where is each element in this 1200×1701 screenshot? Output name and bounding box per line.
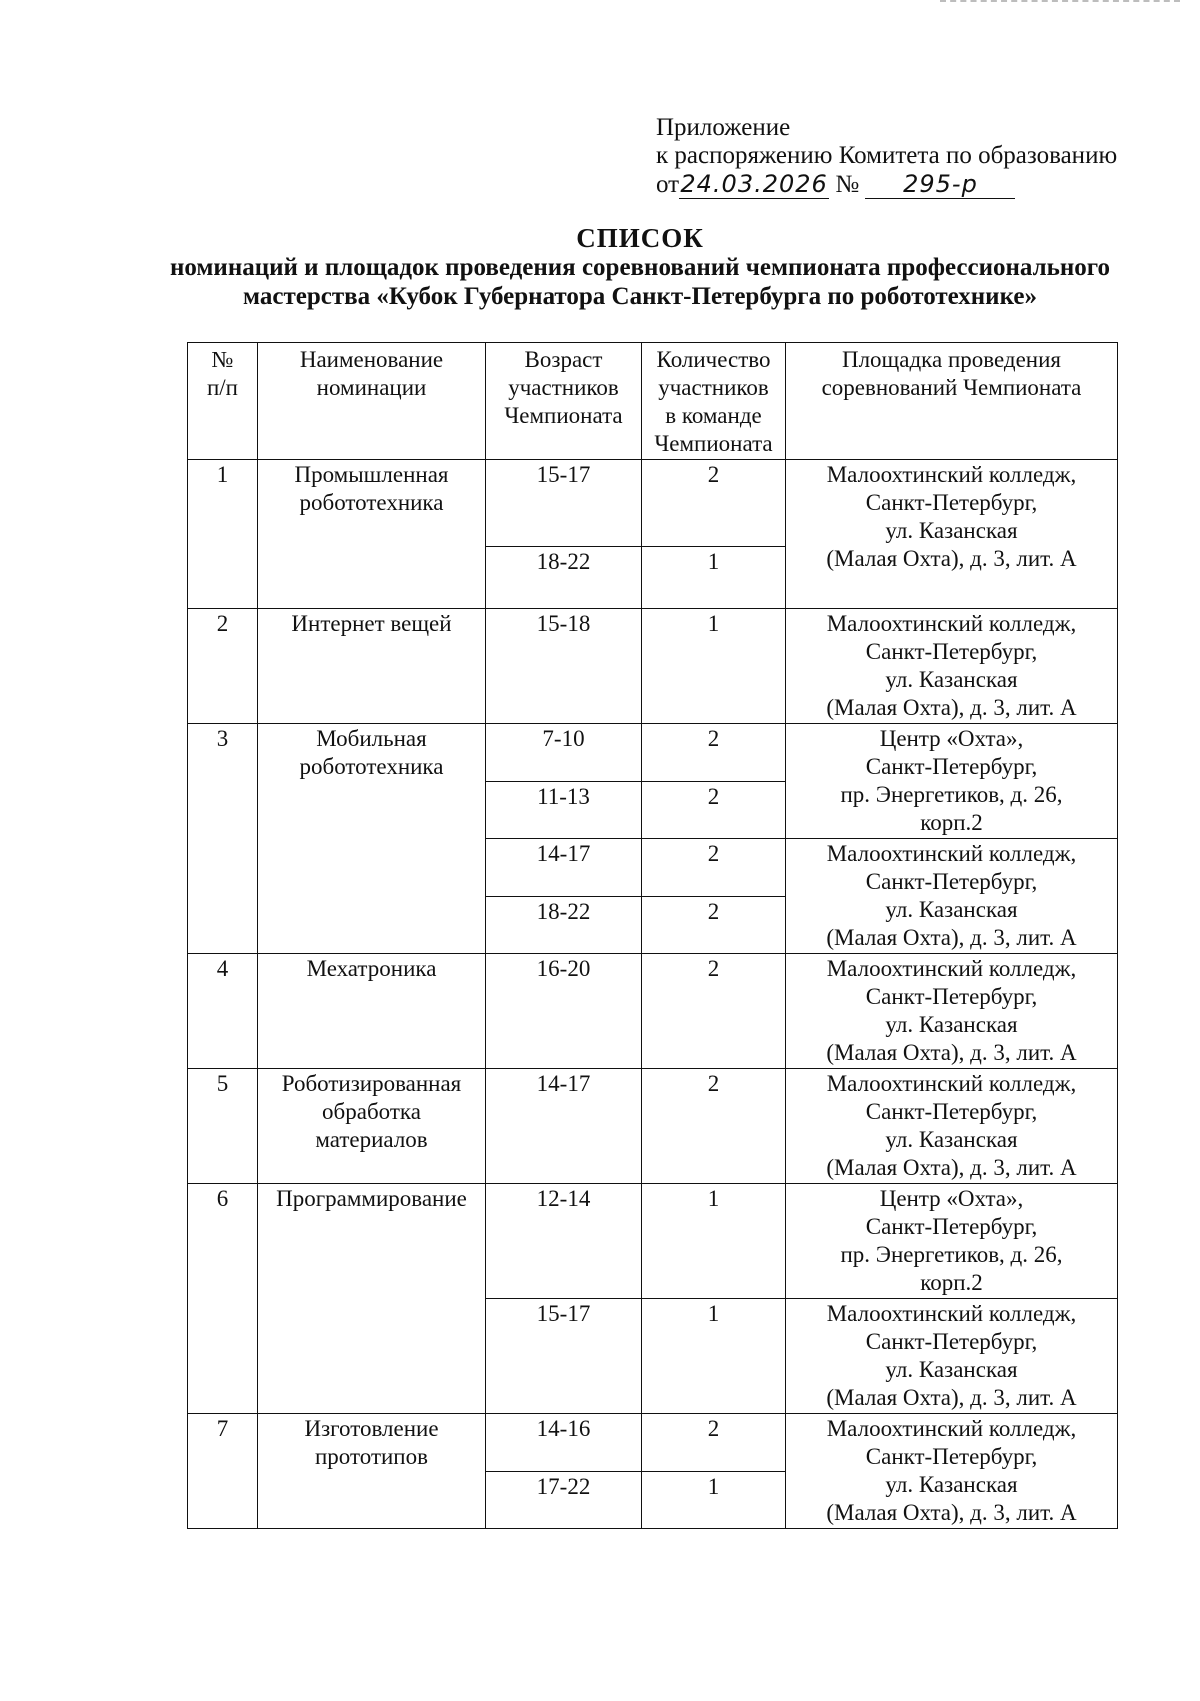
row-venue: Малоохтинский колледж, Санкт-Петербург, ул. Казанская (Малая Охта), д. 3, лит. А (786, 1299, 1118, 1414)
nominations-table (187, 342, 1118, 1529)
row-age: 18-22 (486, 896, 642, 954)
header-venue: Площадка проведения соревнований Чемпионата (786, 343, 1118, 460)
table-header-row (188, 343, 1118, 460)
row-age: 15-18 (486, 609, 642, 724)
row-age: 11-13 (486, 781, 642, 839)
table-row (188, 1069, 1118, 1184)
row-venue: Малоохтинский колледж, Санкт-Петербург, ул. Казанская (Малая Охта), д. 3, лит. А (786, 839, 1118, 954)
row-count: 2 (642, 954, 786, 1069)
row-count: 2 (642, 781, 786, 839)
top-scan-line (940, 0, 1180, 4)
appendix-line1: Приложение (656, 114, 791, 141)
row-num: 6 (188, 1184, 258, 1414)
row-count: 2 (642, 896, 786, 954)
appendix-line2: к распоряжению Комитета по образованию (656, 142, 1118, 169)
header-count: Количество участников в команде Чемпионата (642, 343, 786, 460)
table-row (188, 954, 1118, 1069)
row-count: 1 (642, 1472, 786, 1529)
title-line3: мастерства «Кубок Губернатора Санкт-Петербурга по робототехнике» (243, 283, 1037, 310)
row-venue: Малоохтинский колледж, Санкт-Петербург, ул. Казанская (Малая Охта), д. 3, лит. А (786, 1069, 1118, 1184)
row-age: 12-14 (486, 1184, 642, 1299)
table-row (188, 460, 1118, 547)
row-age: 17-22 (486, 1472, 642, 1529)
row-venue: Центр «Охта», Санкт-Петербург, пр. Энергетиков, д. 26, корп.2 (786, 724, 1118, 839)
handwritten-date: 24.03.2026 (680, 170, 828, 198)
row-count: 1 (642, 1184, 786, 1299)
row-num: 2 (188, 609, 258, 724)
title-line2: номинаций и площадок проведения соревнований чемпионата профессионального (169, 254, 1111, 281)
row-age: 18-22 (486, 547, 642, 609)
row-age: 14-17 (486, 1069, 642, 1184)
row-count: 2 (642, 460, 786, 547)
row-venue: Малоохтинский колледж, Санкт-Петербург, ул. Казанская (Малая Охта), д. 3, лит. А (786, 954, 1118, 1069)
row-num: 1 (188, 460, 258, 609)
row-name: Промышленная робототехника (258, 460, 486, 609)
row-count: 2 (642, 1069, 786, 1184)
row-num: 3 (188, 724, 258, 954)
row-count: 1 (642, 1299, 786, 1414)
table-row (188, 724, 1118, 782)
row-age: 7-10 (486, 724, 642, 782)
row-venue: Малоохтинский колледж, Санкт-Петербург, ул. Казанская (Малая Охта), д. 3, лит. А (786, 460, 1118, 609)
row-age: 16-20 (486, 954, 642, 1069)
table-row (188, 1414, 1118, 1472)
row-count: 2 (642, 839, 786, 897)
row-count: 1 (642, 547, 786, 609)
row-name: Интернет вещей (258, 609, 486, 724)
row-name: Мобильная робототехника (258, 724, 486, 954)
appendix-header (656, 114, 1117, 199)
row-age: 14-16 (486, 1414, 642, 1472)
row-age: 15-17 (486, 460, 642, 547)
row-count: 1 (642, 609, 786, 724)
document-title (150, 224, 1130, 311)
row-name: Мехатроника (258, 954, 486, 1069)
row-name: Программирование (258, 1184, 486, 1414)
appendix-date-line (656, 170, 1117, 199)
header-name: Наименование номинации (258, 343, 486, 460)
row-count: 2 (642, 1414, 786, 1472)
row-num: 7 (188, 1414, 258, 1529)
row-age: 14-17 (486, 839, 642, 897)
header-num: № п/п (188, 343, 258, 460)
date-prefix: от (656, 171, 680, 198)
row-venue: Центр «Охта», Санкт-Петербург, пр. Энергетиков, д. 26, корп.2 (786, 1184, 1118, 1299)
row-count: 2 (642, 724, 786, 782)
header-age: Возраст участников Чемпионата (486, 343, 642, 460)
row-name: Роботизированная обработка материалов (258, 1069, 486, 1184)
row-venue: Малоохтинский колледж, Санкт-Петербург, ул. Казанская (Малая Охта), д. 3, лит. А (786, 1414, 1118, 1529)
row-num: 5 (188, 1069, 258, 1184)
table-row (188, 609, 1118, 724)
handwritten-number: 295-р (865, 170, 1015, 199)
row-age: 15-17 (486, 1299, 642, 1414)
row-name: Изготовление прототипов (258, 1414, 486, 1529)
table-row (188, 1184, 1118, 1299)
title-main: СПИСОК (576, 223, 704, 253)
row-venue: Малоохтинский колледж, Санкт-Петербург, ул. Казанская (Малая Охта), д. 3, лит. А (786, 609, 1118, 724)
row-num: 4 (188, 954, 258, 1069)
number-prefix: № (835, 171, 860, 198)
